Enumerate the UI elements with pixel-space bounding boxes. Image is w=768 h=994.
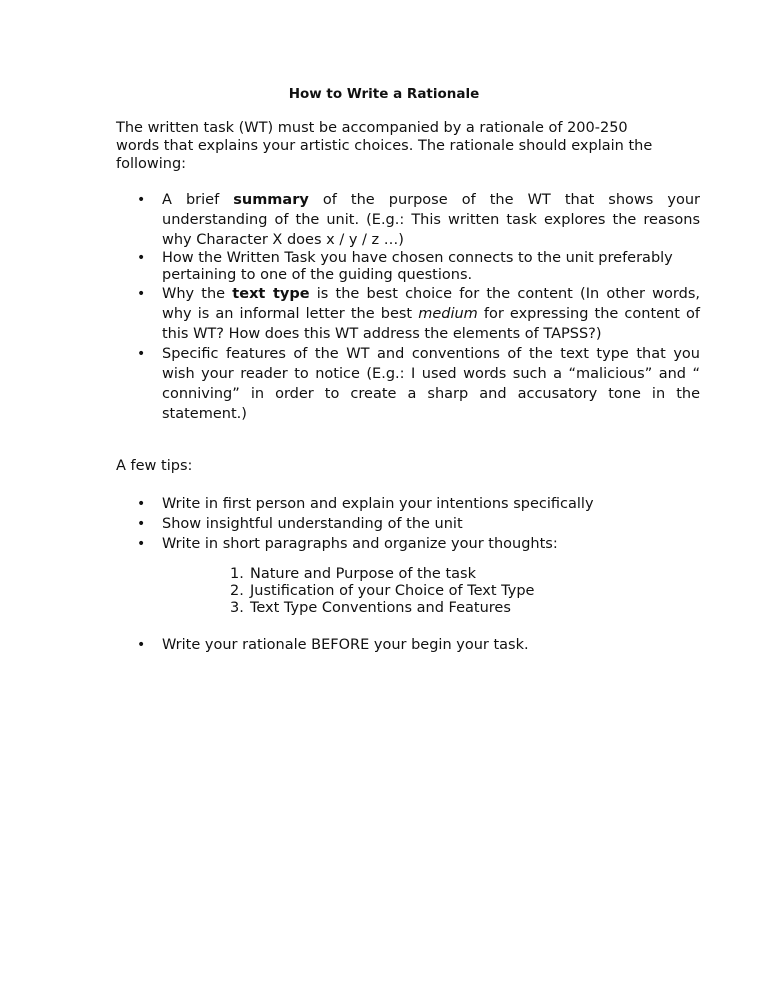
tip-item: • Write in first person and explain your intentions specifically [162, 494, 702, 514]
sub-list-text: Nature and Purpose of the task [250, 566, 476, 582]
tip-item: • Show insightful understanding of the unit [162, 514, 702, 534]
sub-list-number: 3. [230, 600, 244, 616]
page-title: How to Write a Rationale [288, 86, 480, 102]
emphasis-medium: medium [418, 306, 478, 322]
list-item-features [162, 344, 700, 424]
list-item-text: Specific features of the WT and conventions of the text type that you wish your reader to notice (E.g.: I used words such a “malicious” and “ conniving” in order to create a sharp and accusatory tone in the statement.) [162, 346, 700, 422]
list-item-text: A brief [162, 192, 234, 208]
emphasis-summary: summary [233, 192, 309, 208]
tip-item: • Write in short paragraphs and organize your thoughts: [162, 534, 702, 554]
sub-list-item [230, 600, 534, 617]
tips-list [116, 494, 702, 554]
list-item-text: is the best choice for the content (In other words, why is an informal letter the best [162, 286, 700, 322]
tip-item-final: • Write your rationale BEFORE your begin your task. [162, 635, 702, 655]
paragraph-order-list [230, 566, 534, 617]
sub-list-number: 1. [230, 566, 244, 582]
list-item-text: of the purpose of the WT that shows your understanding of the unit. (E.g.: This written task explores the reasons why Character X does x / y / z …) [162, 192, 700, 248]
list-item-text: for expressing the content of this WT? How does this WT address the elements of TAPSS?) [162, 306, 700, 342]
emphasis-text-type: text type [232, 286, 310, 302]
list-item-connection [162, 250, 700, 284]
final-tip-list [116, 635, 702, 655]
list-item-text-type [162, 284, 700, 344]
sub-list-number: 2. [230, 583, 244, 599]
sub-list-item [230, 566, 534, 583]
list-item-text: How the Written Task you have chosen connects to the unit preferably pertaining to one of the guiding questions. [162, 250, 673, 283]
tips-heading: A few tips: [116, 458, 193, 474]
sub-list-item [230, 583, 534, 600]
intro-paragraph: The written task (WT) must be accompanied by a rationale of 200-250 words that explains your artistic choices. The rationale should explain the following: [116, 120, 653, 172]
requirements-list [116, 190, 700, 424]
sub-list-text: Text Type Conventions and Features [250, 600, 511, 616]
list-item-summary [162, 190, 700, 250]
sub-list-text: Justification of your Choice of Text Type [250, 583, 535, 599]
list-item-text: Why the [162, 286, 233, 302]
